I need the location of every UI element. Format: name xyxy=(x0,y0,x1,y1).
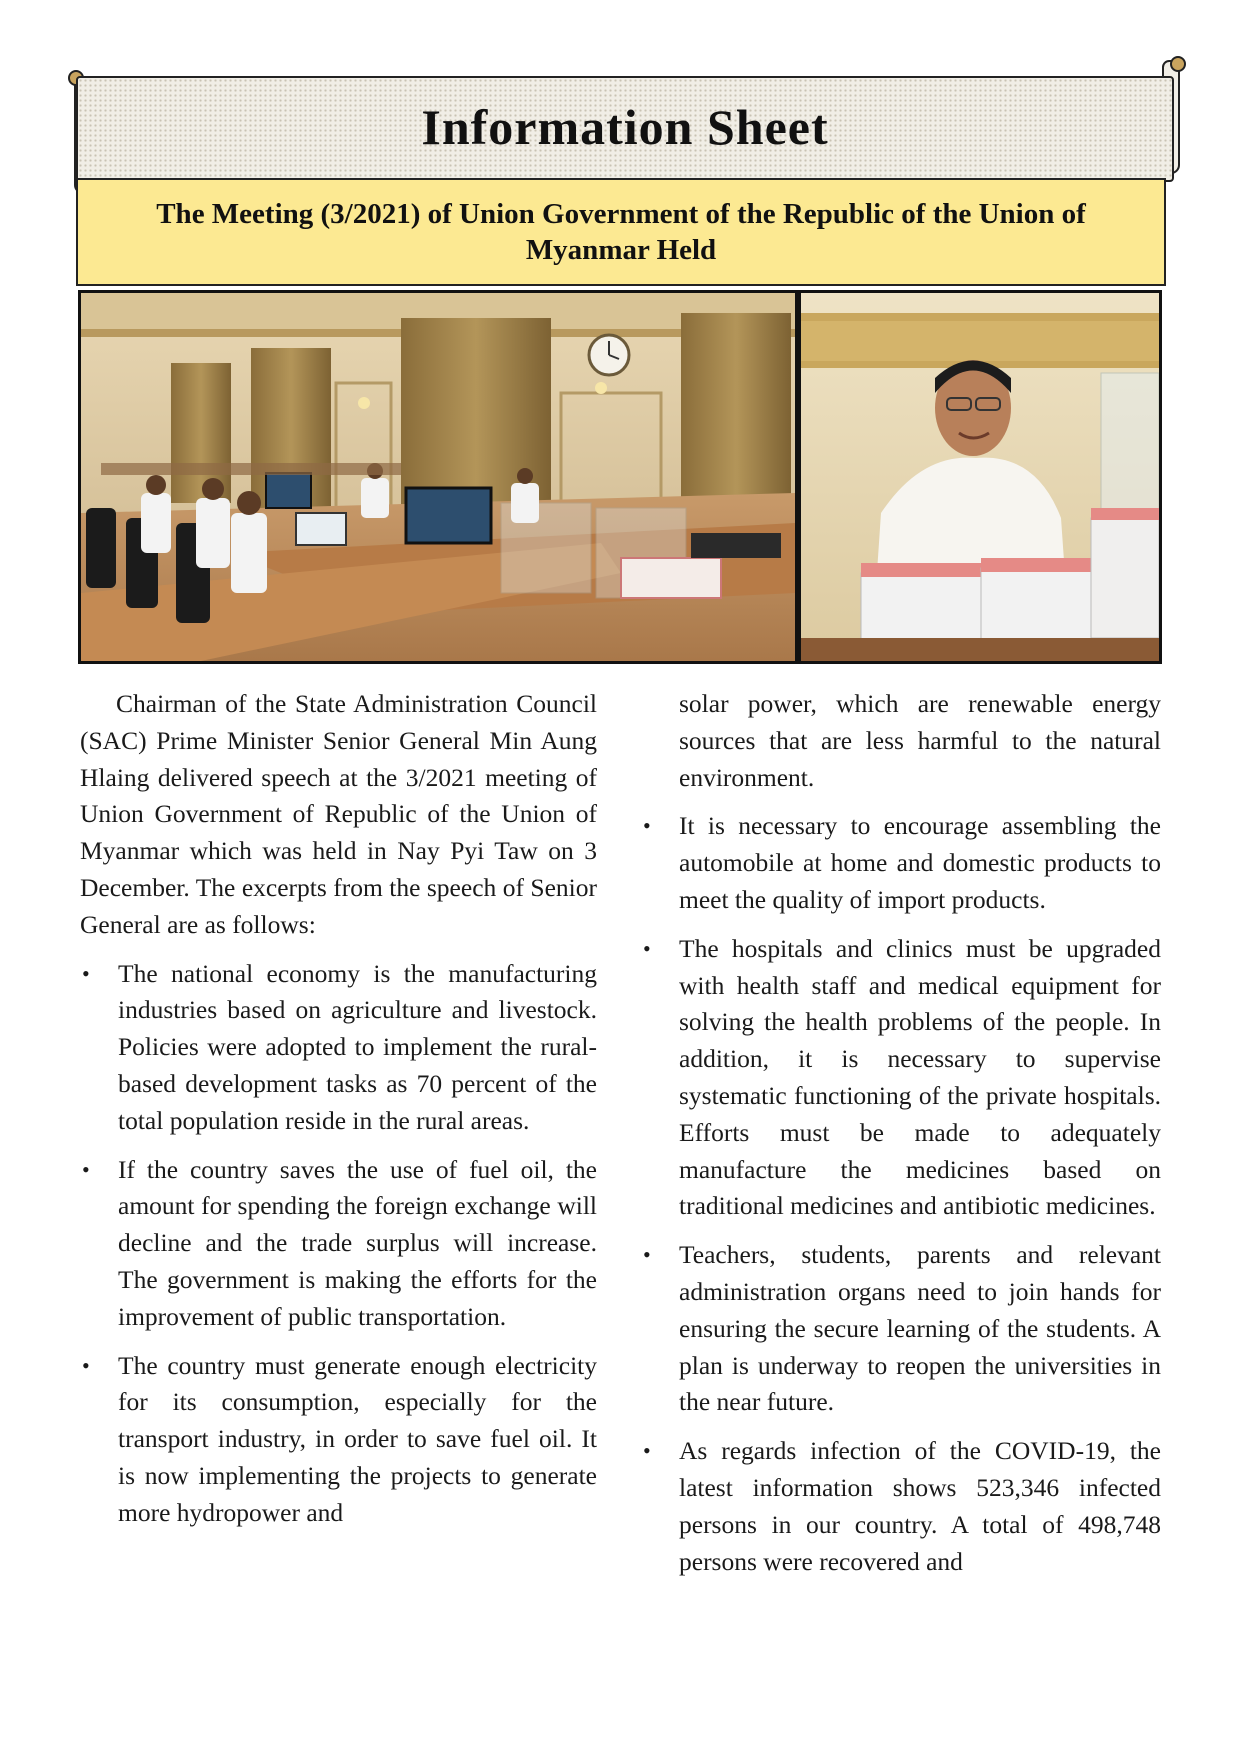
bullet-icon: • xyxy=(643,935,651,961)
list-item: • It is necessary to encourage assembling the automobile at home and domestic products to meet the quality of import products. xyxy=(641,808,1161,918)
list-item: • The national economy is the manufacturing industries based on agriculture and livestock. Policies were adopted to implement the rural-based development tasks as 70 percent of the total population reside in the rural areas. xyxy=(80,956,597,1140)
continued-paragraph: solar power, which are renewable energy sources that are less harmful to the natural environment. xyxy=(679,689,1161,792)
list-item: • If the country saves the use of fuel oil, the amount for spending the foreign exchange will decline and the trade surplus will increase. The government is making the efforts for the improvement of public transportation. xyxy=(80,1152,597,1336)
list-item: • Teachers, students, parents and relevant administration organs need to join hands for ensuring the secure learning of the students. A plan is underway to reopen the universities in the near future. xyxy=(641,1237,1161,1421)
bullet-icon: • xyxy=(643,813,651,839)
chairman-speaking-photo xyxy=(801,293,1159,661)
list-item: • The country must generate enough electricity for its consumption, especially for the transport industry, in order to save fuel oil. It is now implementing the projects to generate more hydropower and xyxy=(80,1348,597,1532)
left-column xyxy=(80,686,597,1532)
photo-strip xyxy=(78,290,1162,664)
right-column xyxy=(641,686,1161,1580)
bullet-icon: • xyxy=(82,960,90,986)
bullet-icon: • xyxy=(82,1156,90,1182)
list-item: • The hospitals and clinics must be upgraded with health staff and medical equipment for solving the health problems of the people. In addition, it is necessary to supervise systematic functioning of the private hospitals. Efforts must be made to adequately manufacture the medicines based on traditional medicines and antibiotic medicines. xyxy=(641,931,1161,1225)
page-title: Information Sheet xyxy=(421,99,829,155)
page-subtitle: The Meeting (3/2021) of Union Government of the Republic of the Union of Myanmar Held xyxy=(156,198,1086,266)
bullet-icon: • xyxy=(643,1438,651,1464)
subtitle-box xyxy=(76,178,1166,286)
title-banner xyxy=(76,76,1174,182)
bullet-icon: • xyxy=(82,1352,90,1378)
meeting-hall-photo xyxy=(81,293,795,661)
scroll-knob-right xyxy=(1170,56,1186,72)
list-item: • As regards infection of the COVID-19, the latest information shows 523,346 infected persons in our country. A total of 498,748 persons were recovered and xyxy=(641,1433,1161,1580)
right-bullet-list xyxy=(641,808,1161,1580)
left-bullet-list xyxy=(80,956,597,1532)
bullet-icon: • xyxy=(643,1242,651,1268)
intro-paragraph: Chairman of the State Administration Council (SAC) Prime Minister Senior General Min Aung Hlaing delivered speech at the 3/2021 meeting of Union Government of Republic of the Union of Myanmar which was held in Nay Pyi Taw on 3 December. The excerpts from the speech of Senior General are as follows: xyxy=(80,689,597,939)
